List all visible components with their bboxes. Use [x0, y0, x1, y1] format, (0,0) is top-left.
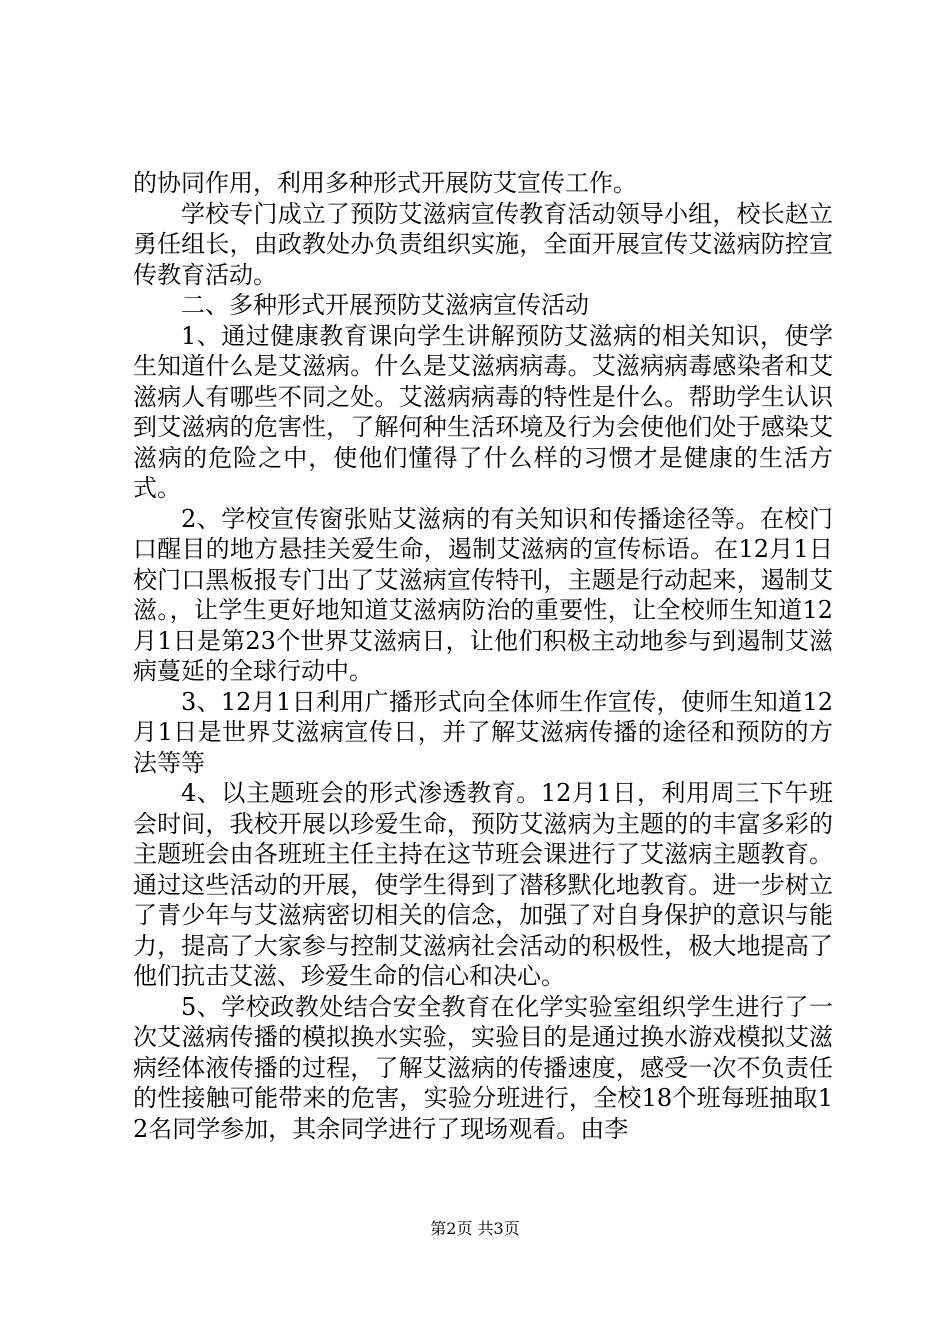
paragraph-item-2: 2、学校宣传窗张贴艾滋病的有关知识和传播途径等。在校门口醒目的地方悬挂关爱生命，遏制艾滋病的宣传标语。在12月1日校门口黑板报专门出了艾滋病宣传特刊，主题是行动起来，遏制艾滋。，让学生更好地知道艾滋病防治的重要性，让全校师生知道12月1日是第23个世界艾滋病日，让他们积极主动地参与到遏制艾滋病蔓延的全球行动中。 — [133, 504, 833, 685]
paragraph-item-1: 1、通过健康教育课向学生讲解预防艾滋病的相关知识，使学生知道什么是艾滋病。什么是艾滋病病毒。艾滋病病毒感染者和艾滋病人有哪些不同之处。艾滋病病毒的特性是什么。帮助学生认识到艾滋病的危害性，了解何种生活环境及行为会使他们处于感染艾滋病的危险之中，使他们懂得了什么样的习惯才是健康的生活方式。 — [133, 321, 833, 502]
paragraph-item-4: 4、以主题班会的形式渗透教育。12月1日，利用周三下午班会时间，我校开展以珍爱生命，预防艾滋病为主题的的丰富多彩的主题班会由各班班主任主持在这节班会课进行了艾滋病主题教育。通过这些活动的开展，使学生得到了潜移默化地教育。进一步树立了青少年与艾滋病密切相关的信念，加强了对自身保护的意识与能力，提高了大家参与控制艾滋病社会活动的积极性，极大地提高了他们抗击艾滋、珍爱生命的信心和决心。 — [133, 779, 833, 990]
document-body — [133, 168, 833, 1144]
paragraph-item-5: 5、学校政教处结合安全教育在化学实验室组织学生进行了一次艾滋病传播的模拟换水实验，实验目的是通过换水游戏模拟艾滋病经体液传播的过程，了解艾滋病的传播速度，感受一次不负责任的性接触可能带来的危害，实验分班进行，全校18个班每班抽取12名同学参加，其余同学进行了现场观看。由李 — [133, 992, 833, 1143]
section-heading: 二、多种形式开展预防艾滋病宣传活动 — [181, 291, 589, 319]
page-number-footer: 第2页 共3页 — [430, 1219, 520, 1238]
paragraph-continuation: 的协同作用，利用多种形式开展防艾宣传工作。 — [133, 169, 637, 197]
paragraph-item-3: 3、12月1日利用广播形式向全体师生作宣传，使师生知道12月1日是世界艾滋病宣传日，并了解艾滋病传播的途径和预防的方法等等 — [133, 687, 833, 777]
paragraph-leadership-group: 学校专门成立了预防艾滋病宣传教育活动领导小组，校长赵立勇任组长，由政教处办负责组织实施，全面开展宣传艾滋病防控宣传教育活动。 — [133, 199, 833, 289]
